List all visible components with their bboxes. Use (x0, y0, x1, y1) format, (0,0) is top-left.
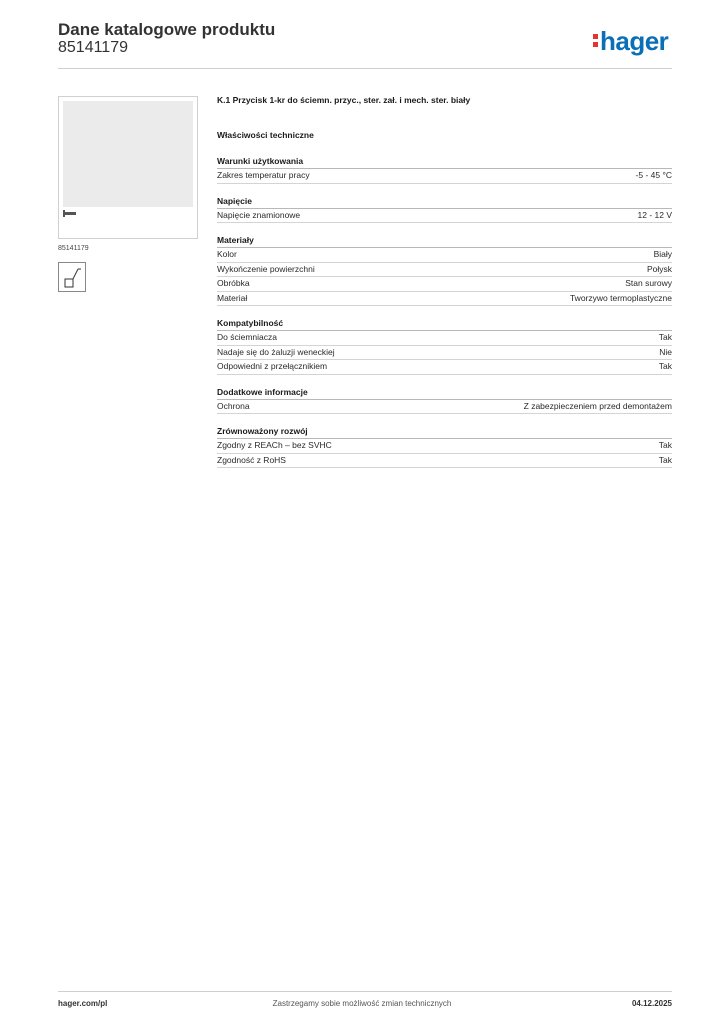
product-image-frame (58, 96, 198, 239)
spec-value: Biały (653, 249, 672, 259)
spec-row (217, 331, 672, 346)
spec-row (217, 400, 672, 415)
spec-value: Tak (658, 332, 672, 342)
spec-row (217, 439, 672, 454)
spec-value: Tworzywo termoplastyczne (569, 292, 672, 303)
spec-row (217, 209, 672, 224)
spec-value: Tak (658, 361, 672, 371)
pushbutton-symbol-icon (58, 262, 86, 292)
section-title: Dodatkowe informacje (217, 386, 672, 400)
section-compatibility (217, 317, 672, 375)
section-title: Napięcie (217, 195, 672, 209)
product-mark-icon (64, 212, 76, 215)
spec-value: Nie (659, 346, 672, 357)
section-additional-info (217, 386, 672, 415)
spec-label: Do ściemniacza (217, 332, 277, 342)
hager-logo[interactable] (593, 28, 668, 54)
section-title: Warunki użytkowania (217, 155, 672, 169)
section-materials (217, 234, 672, 306)
product-image (63, 101, 193, 207)
section-sustainability (217, 425, 672, 468)
spec-label: Odpowiedni z przełącznikiem (217, 361, 328, 371)
spec-content (217, 95, 672, 468)
spec-row (217, 248, 672, 263)
section-voltage (217, 195, 672, 224)
logo-text: hager (600, 26, 669, 56)
spec-label: Napięcie znamionowe (217, 209, 301, 220)
spec-row (217, 454, 672, 469)
spec-row (217, 346, 672, 361)
spec-value: Tak (658, 440, 672, 450)
spec-label: Obróbka (217, 278, 250, 288)
section-title: Kompatybilność (217, 317, 672, 331)
spec-label: Zgodny z REACh – bez SVHC (217, 440, 332, 450)
section-title: Materiały (217, 234, 672, 248)
section-usage (217, 155, 672, 184)
footer-website-link[interactable]: hager.com/pl (58, 999, 108, 1008)
spec-label: Kolor (217, 249, 237, 259)
spec-label: Materiał (217, 292, 248, 303)
spec-row (217, 360, 672, 375)
footer-date: 04.12.2025 (631, 999, 672, 1008)
spec-row (217, 292, 672, 307)
spec-label: Ochrona (217, 400, 250, 411)
spec-value: Stan surowy (625, 278, 672, 288)
spec-label: Zakres temperatur pracy (217, 170, 310, 180)
spec-row (217, 277, 672, 292)
page-title: Dane katalogowe produktu (58, 20, 276, 39)
spec-row (217, 169, 672, 184)
logo-dots-icon (593, 28, 598, 48)
spec-value: Połysk (646, 263, 672, 274)
footer-disclaimer: Zastrzegamy sobie możliwość zmian technicznych (272, 999, 452, 1008)
spec-label: Nadaje się do żaluzji weneckiej (217, 346, 335, 357)
section-title: Zrównoważony rozwój (217, 425, 672, 439)
tech-heading: Właściwości techniczne (217, 130, 314, 140)
spec-value: Z zabezpieczeniem przed demontażem (523, 400, 672, 411)
footer-divider (58, 991, 672, 992)
thumbnail-code: 85141179 (58, 245, 89, 252)
header-divider (58, 68, 672, 69)
product-name: K.1 Przycisk 1-kr do ściemn. przyc., ster. zał. i mech. ster. biały (217, 95, 471, 105)
spec-value: 12 - 12 V (637, 209, 672, 220)
spec-row (217, 263, 672, 278)
spec-value: -5 - 45 °C (635, 170, 672, 180)
spec-label: Wykończenie powierzchni (217, 263, 315, 274)
product-code: 85141179 (58, 39, 128, 56)
spec-value: Tak (658, 454, 672, 465)
spec-label: Zgodność z RoHS (217, 454, 286, 465)
